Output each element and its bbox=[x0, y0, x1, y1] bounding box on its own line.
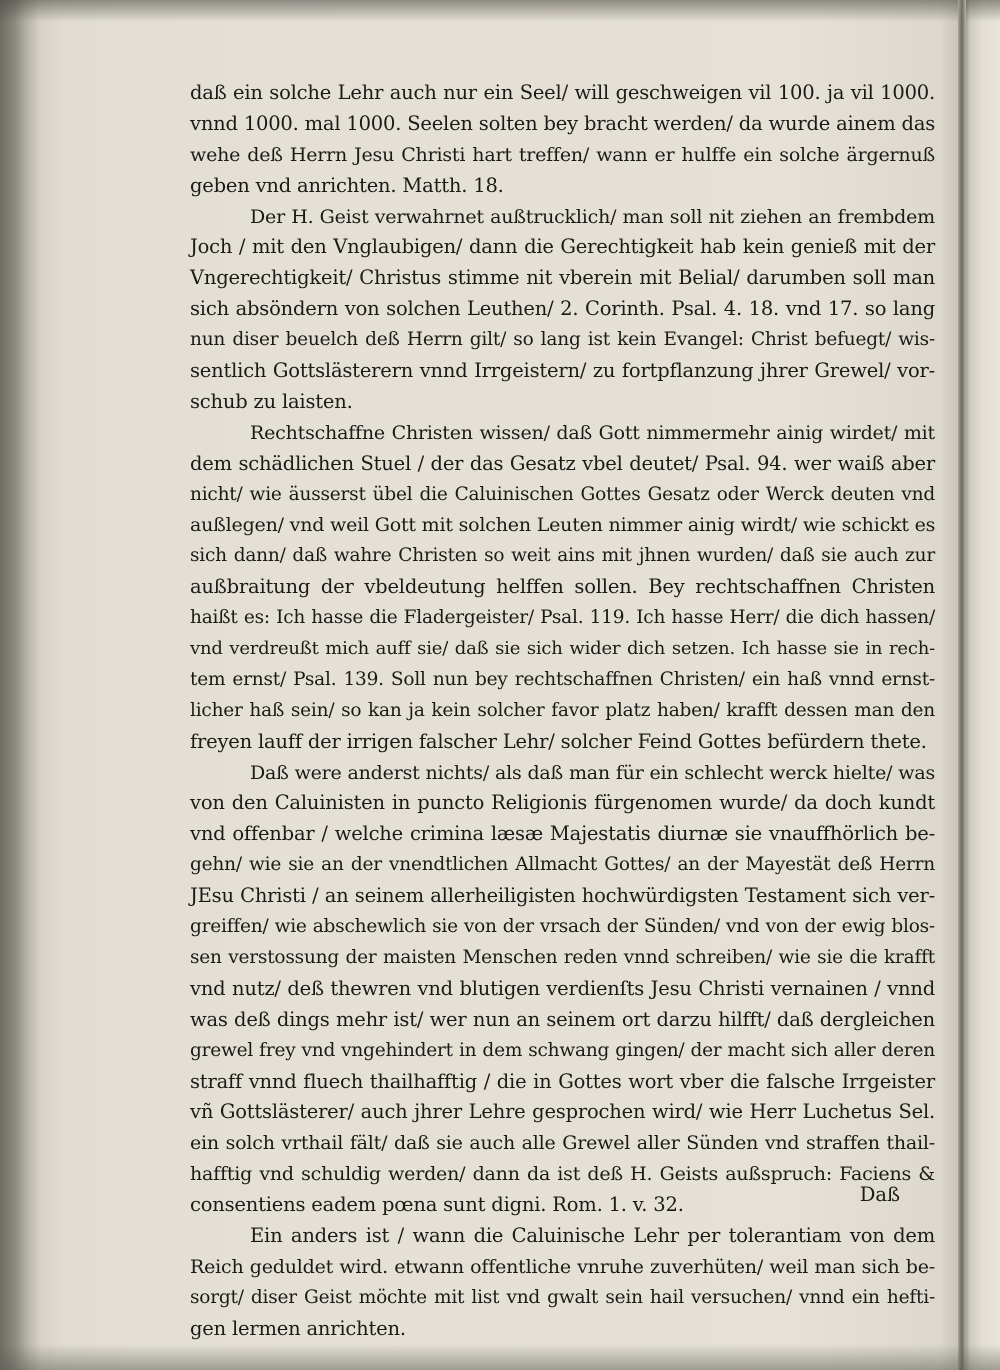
text-line: dem schädlichen Stuel / der das Gesatz vbel deutet/ Psal. 94. wer waiß aber bbox=[190, 451, 935, 475]
text-line: daß ein solche Lehr auch nur ein Seel/ will geschweigen vil 100. ja vil 1000. bbox=[190, 81, 935, 104]
text-line: nicht/ wie äusserst übel die Caluinischen Gottes Gesatz oder Werck deuten vnd bbox=[190, 483, 935, 505]
text-line: greiffen/ wie abschewlich sie von der vrsach der Sünden/ vnd von der ewig blos- bbox=[190, 916, 935, 938]
text-line: sentlich Gottslästerern vnnd Irrgeistern/ zu fortpflanzung jhrer Grewel/ vor- bbox=[190, 359, 935, 383]
text-line: gen lermen anrichten. bbox=[190, 1316, 406, 1340]
text-line: Vngerechtigkeit/ Christus stimme nit vberein mit Belial/ darumben soll man bbox=[190, 266, 935, 290]
text-line: sich dann/ daß wahre Christen so weit ains mit jhnen wurden/ daß sie auch zur bbox=[190, 545, 935, 567]
text-line: licher haß sein/ so kan ja kein solcher favor platz haben/ krafft dessen man den bbox=[190, 699, 935, 721]
text-line: vnd verdreußt mich auff sie/ daß sie sich wider dich setzen. Ich hasse sie in rech- bbox=[190, 638, 935, 660]
text-line: sich absöndern von solchen Leuthen/ 2. Corinth. Psal. 4. 18. vnd 17. so lang bbox=[190, 297, 935, 321]
text-line: JEsu Christi / an seinem allerheiligisten hochwürdigsten Testament sich ver- bbox=[190, 884, 935, 908]
text-line: tem ernst/ Psal. 139. Soll nun bey rechtschaffnen Christen/ ein haß vnnd ernst- bbox=[190, 668, 935, 690]
text-line: Reich geduldet wird. etwann offentliche vnruhe zuverhüten/ weil man sich be- bbox=[190, 1255, 935, 1278]
top-edge-shadow bbox=[0, 0, 1000, 22]
body-text bbox=[190, 78, 935, 1345]
text-line: vnnd 1000. mal 1000. Seelen solten bey bracht werden/ da wurde ainem das bbox=[190, 111, 936, 135]
text-line: freyen lauff der irrigen falscher Lehr/ solcher Feind Gottes befürdern thete. bbox=[190, 729, 927, 753]
text-line: Joch / mit den Vnglaubigen/ dann die Gerechtigkeit hab kein genieß mit der bbox=[190, 235, 935, 259]
text-line: nun diser beuelch deß Herrn gilt/ so lang ist kein Evangel: Christ befuegt/ wis- bbox=[190, 329, 935, 351]
text-line: von den Caluinisten in puncto Religionis fürgenomen wurde/ da doch kundt bbox=[190, 791, 935, 815]
text-line: sorgt/ diser Geist möchte mit list vnd gwalt sein hail versuchen/ vnnd ein hefti- bbox=[190, 1286, 935, 1308]
text-line: gehn/ wie sie an der vnendtlichen Allmacht Gottes/ an der Mayestät deß Herrn bbox=[190, 854, 935, 876]
text-line: ein solch vrthail fält/ daß sie auch alle Grewel aller Sünden vnd straffen thail- bbox=[190, 1132, 935, 1155]
text-line: sen verstossung der maisten Menschen reden vnnd schreiben/ wie sie die krafft bbox=[190, 946, 935, 968]
paragraph-start-line: Daß were anderst nichts/ als daß man für ein schlecht werck hielte/ was bbox=[250, 761, 935, 784]
text-line: straff vnnd fluech thailhafftig / die in Gottes wort vber die falsche Irrgeister bbox=[190, 1069, 935, 1093]
text-line: vñ Gottslästerer/ auch jhrer Lehre gesprochen wird/ wie Herr Luchetus Sel. bbox=[190, 1100, 935, 1124]
text-line: wehe deß Herrn Jesu Christi hart treffen/ wann er hulffe ein solche ärgernuß bbox=[190, 143, 935, 166]
bottom-edge-shadow bbox=[0, 1344, 1000, 1370]
text-line: vnd nutz/ deß thewren vnd blutigen verdienſts Jesu Christi vernainen / vnnd bbox=[190, 976, 935, 1000]
text-line: vnd offenbar / welche crimina læsæ Majestatis diurnæ sie vnauffhörlich be- bbox=[190, 822, 935, 846]
text-line: außbraitung der vbeldeutung helffen sollen. Bey rechtschaffnen Christen bbox=[190, 575, 935, 599]
text-line: schub zu laisten. bbox=[190, 389, 353, 413]
text-line: haißt es: Ich hasse die Fladergeister/ Psal. 119. Ich hasse Herr/ die dich hassen/ bbox=[190, 607, 935, 629]
text-line: grewel frey vnd vngehindert in dem schwang gingen/ der macht sich aller deren bbox=[190, 1039, 935, 1061]
text-line: außlegen/ vnd weil Gott mit solchen Leuten nimmer ainig wirdt/ wie schickt es bbox=[190, 514, 936, 537]
text-line: geben vnd anrichten. Matth. 18. bbox=[190, 173, 504, 197]
paragraph-start-line: Rechtschaffne Christen wissen/ daß Gott nimmermehr ainig wirdet/ mit bbox=[250, 421, 935, 444]
catchword: Daß bbox=[859, 1183, 900, 1206]
text-line: was deß dings mehr ist/ wer nun an seinem ort darzu hilfft/ daß dergleichen bbox=[190, 1007, 935, 1031]
paragraph-start-line: Ein anders ist / wann die Caluinische Lehr per tolerantiam von dem bbox=[250, 1223, 935, 1247]
text-line: hafftig vnd schuldig werden/ dann da ist deß H. Geists außspruch: Faciens & bbox=[190, 1163, 935, 1186]
text-line: consentiens eadem pœna sunt digni. Rom. 1. v. 32. bbox=[190, 1193, 684, 1217]
paragraph-start-line: Der H. Geist verwahrnet außtrucklich/ man soll nit ziehen an frembdem bbox=[250, 205, 935, 228]
book-spine bbox=[958, 0, 966, 1370]
